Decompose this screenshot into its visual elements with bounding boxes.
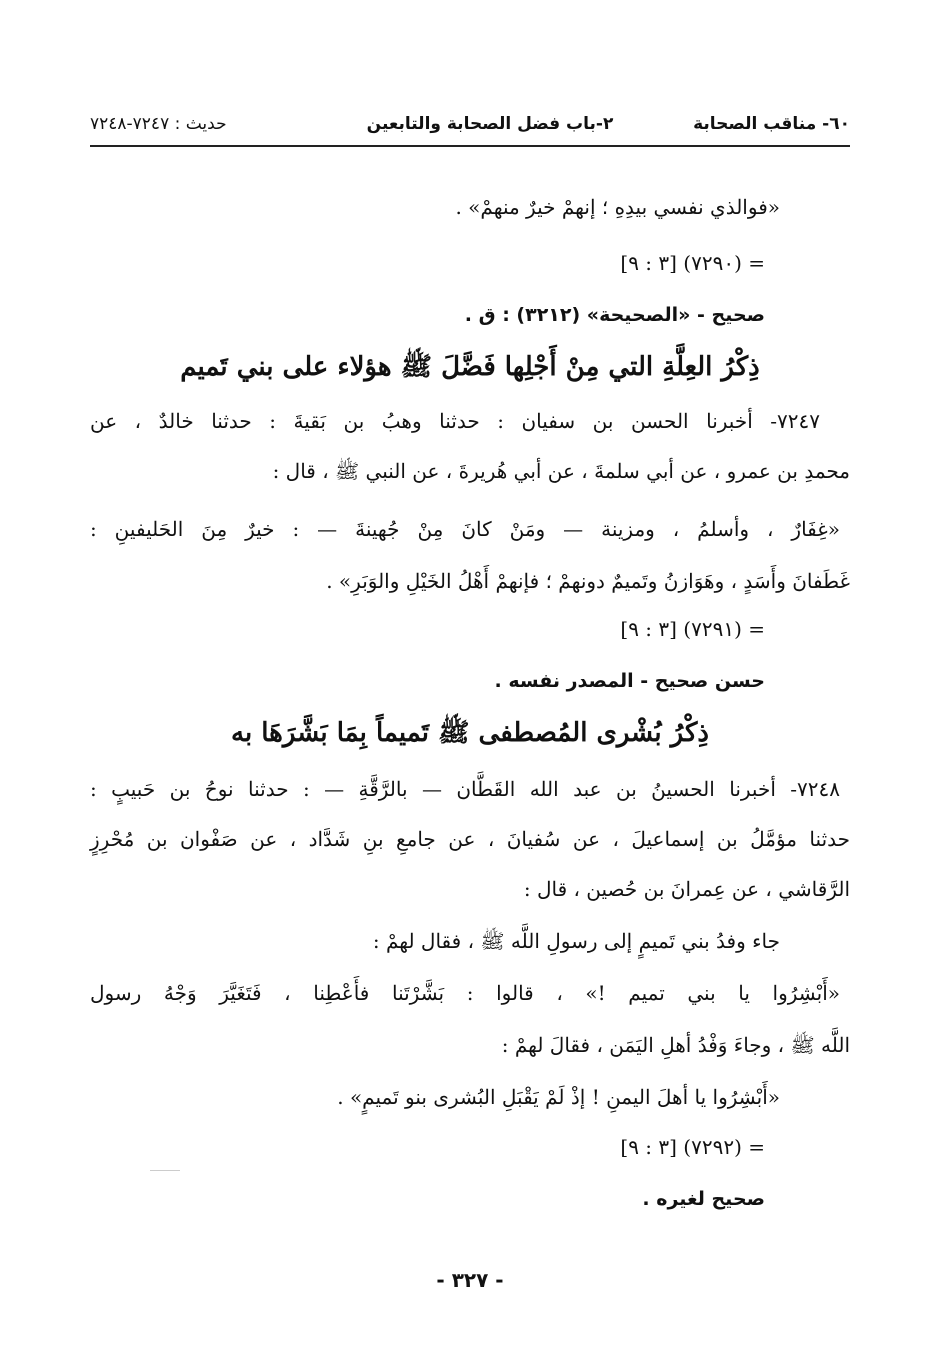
grading-line: صحيح لغيره . bbox=[642, 1188, 765, 1210]
text-line: حدثنا مؤمَّلُ بن إسماعيلَ ، عن سُفيانَ ، عن جامعِ بنِ شَدَّاد ، عن صَفْوان بن مُحْرِزٍ bbox=[90, 827, 850, 851]
chapter-title: ٦٠- مناقب الصحابة bbox=[693, 114, 850, 134]
text-line: «فوالذي نفسي بيدِهِ ؛ إنهمْ خيرٌ منهمْ» . bbox=[455, 195, 780, 219]
page-number: - ٣٢٧ - bbox=[436, 1268, 504, 1292]
grading-line: حسن صحيح - المصدر نفسه . bbox=[494, 670, 765, 692]
reference-line: = (٧٢٩٢) [٣ : ٩] bbox=[620, 1135, 765, 1159]
reference-line: = (٧٢٩٠) [٣ : ٩] bbox=[620, 251, 765, 275]
chapter-heading: ذِكْرُ بُشْرى المُصطفى ﷺ تَميماً بِمَا بَشَّرَهَا به bbox=[231, 718, 709, 748]
text-line: غَطَفانَ وأَسَدٍ ، وهَوَازنُ وتَميمٌ دونهمْ ؛ فإنهمْ أَهْلُ الخَيْلِ والوَبَرِ» . bbox=[326, 569, 850, 593]
chapter-heading: ذِكْرُ العِلَّةِ التي مِنْ أَجْلِها فَضَّلَ ﷺ هؤلاء على بني تَميم bbox=[180, 352, 760, 382]
reference-line: = (٧٢٩١) [٣ : ٩] bbox=[620, 617, 765, 641]
section-title: ٢-باب فضل الصحابة والتابعين bbox=[366, 114, 614, 134]
text-line: الرَّقاشي ، عن عِمرانَ بن حُصين ، قال : bbox=[523, 877, 850, 901]
text-line: ٧٢٤٧- أخبرنا الحسن بن سفيان : حدثنا وهبُ بن بَقيةَ : حدثنا خالدٌ ، عن bbox=[90, 409, 820, 433]
text-line: «أَبْشِرُوا يا أهلَ اليمنِ ! إذْ لَمْ يَقْبَلِ البُشرى بنو تَميمٍ» . bbox=[337, 1085, 780, 1109]
text-line: «غِفَارٌ ، وأسلمُ ، ومزينة — ومَنْ كانَ مِنْ جُهينةَ — : خيرٌ مِنَ الحَليفينِ : bbox=[90, 517, 840, 541]
running-header bbox=[90, 110, 850, 142]
grading-line: صحيح - «الصحيحة» (٣٢١٢) : ق . bbox=[464, 304, 765, 326]
hadith-range: حديث : ٧٢٤٧-٧٢٤٨ bbox=[90, 114, 227, 134]
text-line: اللَّه ﷺ ، وجاءَ وَفْدُ أهلِ اليَمَن ، فقالَ لهمْ : bbox=[501, 1033, 850, 1057]
divider bbox=[150, 1170, 180, 1171]
text-line: محمدِ بن عمرو ، عن أبي سلمةَ ، عن أبي هُريرةَ ، عن النبي ﷺ ، قال : bbox=[272, 459, 850, 483]
header-rule bbox=[90, 145, 850, 147]
text-line: جاء وفدُ بني تَميمٍ إلى رسولِ اللَّه ﷺ ، فقال لهمْ : bbox=[372, 929, 780, 953]
text-line: «أَبْشِرُوا يا بني تميم !» ، قالوا : بَشَّرْتَنا فأَعْطِنا ، فَتَغَيَّرَ وَجْهُ رسول bbox=[90, 981, 840, 1005]
text-line: ٧٢٤٨- أخبرنا الحسينُ بن عبد الله القَطَّان — بالرَّقَّةِ — : حدثنا نوحُ بن حَبيبٍ : bbox=[90, 777, 840, 801]
